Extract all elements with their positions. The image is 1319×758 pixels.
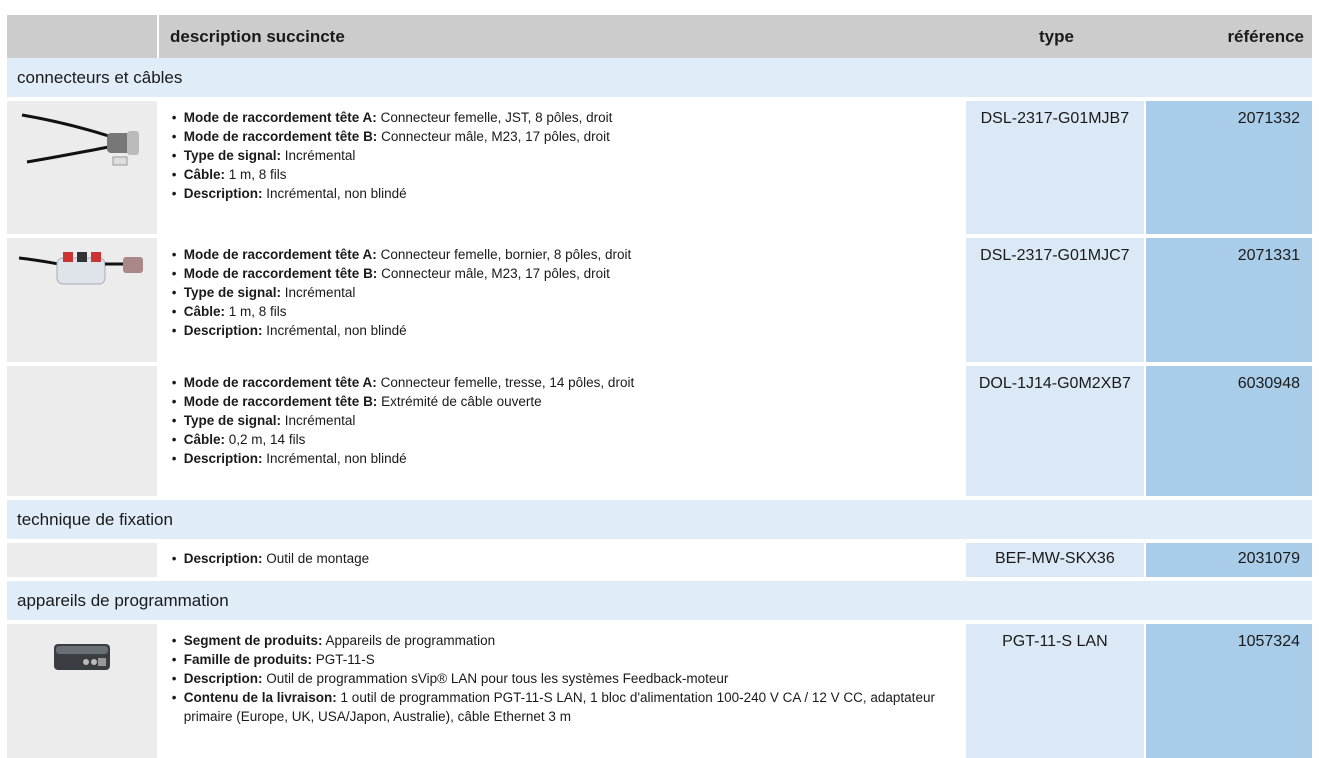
list-item: • Type de signal: Incrémental — [172, 283, 966, 302]
table-row — [7, 624, 1312, 758]
list-item: • Description: Outil de programmation sVip® LAN pour tous les systèmes Feedback-moteur — [172, 669, 966, 688]
description-cell — [157, 101, 966, 234]
description-cell — [157, 366, 966, 496]
table-row — [7, 238, 1312, 362]
table-header — [7, 15, 1312, 58]
header-image-column — [7, 15, 157, 58]
accessories-table — [7, 15, 1312, 758]
section-fixation: technique de fixation — [7, 500, 1312, 539]
header-reference: référence — [1227, 26, 1304, 46]
description-cell — [157, 238, 966, 362]
type-cell: DSL-2317-G01MJB7 — [966, 101, 1145, 234]
list-item: • Contenu de la livraison: 1 outil de programmation PGT-11-S LAN, 1 bloc d'alimentation 100-240 V CA / 12 V CC, adaptateur primaire (Europe, UK, USA/Japon, Australie), câble Ethernet 3 m — [172, 688, 966, 726]
product-image-cell — [7, 101, 157, 234]
type-cell: DOL-1J14-G0M2XB7 — [966, 366, 1145, 496]
list-item: • Description: Incrémental, non blindé — [172, 184, 966, 203]
description-cell — [157, 543, 966, 577]
list-item: • Mode de raccordement tête A: Connecteur femelle, bornier, 8 pôles, droit — [172, 245, 966, 264]
list-item: • Type de signal: Incrémental — [172, 411, 966, 430]
list-item: • Mode de raccordement tête A: Connecteur femelle, JST, 8 pôles, droit — [172, 108, 966, 127]
list-item: • Mode de raccordement tête B: Connecteur mâle, M23, 17 pôles, droit — [172, 264, 966, 283]
description-cell — [157, 624, 966, 758]
product-image-cell — [7, 624, 157, 758]
reference-cell: 2071331 — [1146, 238, 1312, 362]
table-row — [7, 366, 1312, 496]
type-cell: PGT-11-S LAN — [966, 624, 1145, 758]
cable-connector-image — [17, 107, 147, 187]
list-item: • Type de signal: Incrémental — [172, 146, 966, 165]
list-item: • Câble: 1 m, 8 fils — [172, 302, 966, 321]
reference-cell: 2071332 — [1146, 101, 1312, 234]
list-item: • Mode de raccordement tête B: Extrémité de câble ouverte — [172, 392, 966, 411]
table-row — [7, 543, 1312, 577]
section-connecteurs: connecteurs et câbles — [7, 58, 1312, 97]
type-cell: DSL-2317-G01MJC7 — [966, 238, 1145, 362]
product-image-cell — [7, 543, 157, 577]
list-item: • Description: Incrémental, non blindé — [172, 321, 966, 340]
product-image-cell — [7, 238, 157, 362]
reference-cell: 1057324 — [1146, 624, 1312, 758]
list-item: • Câble: 0,2 m, 14 fils — [172, 430, 966, 449]
list-item: • Description: Incrémental, non blindé — [172, 449, 966, 468]
type-cell: BEF-MW-SKX36 — [966, 543, 1145, 577]
section-programmation: appareils de programmation — [7, 581, 1312, 620]
list-item: • Description: Outil de montage — [172, 549, 966, 568]
header-type: type — [1039, 26, 1074, 46]
list-item: • Segment de produits: Appareils de programmation — [172, 631, 966, 650]
table-row — [7, 101, 1312, 234]
header-description: description succincte — [157, 15, 967, 58]
reference-cell: 2031079 — [1146, 543, 1312, 577]
list-item: • Mode de raccordement tête B: Connecteur mâle, M23, 17 pôles, droit — [172, 127, 966, 146]
reference-cell: 6030948 — [1146, 366, 1312, 496]
list-item: • Câble: 1 m, 8 fils — [172, 165, 966, 184]
terminal-block-cable-image — [17, 244, 147, 294]
product-image-cell — [7, 366, 157, 496]
list-item: • Famille de produits: PGT-11-S — [172, 650, 966, 669]
list-item: • Mode de raccordement tête A: Connecteur femelle, tresse, 14 pôles, droit — [172, 373, 966, 392]
programming-device-image — [42, 638, 122, 678]
